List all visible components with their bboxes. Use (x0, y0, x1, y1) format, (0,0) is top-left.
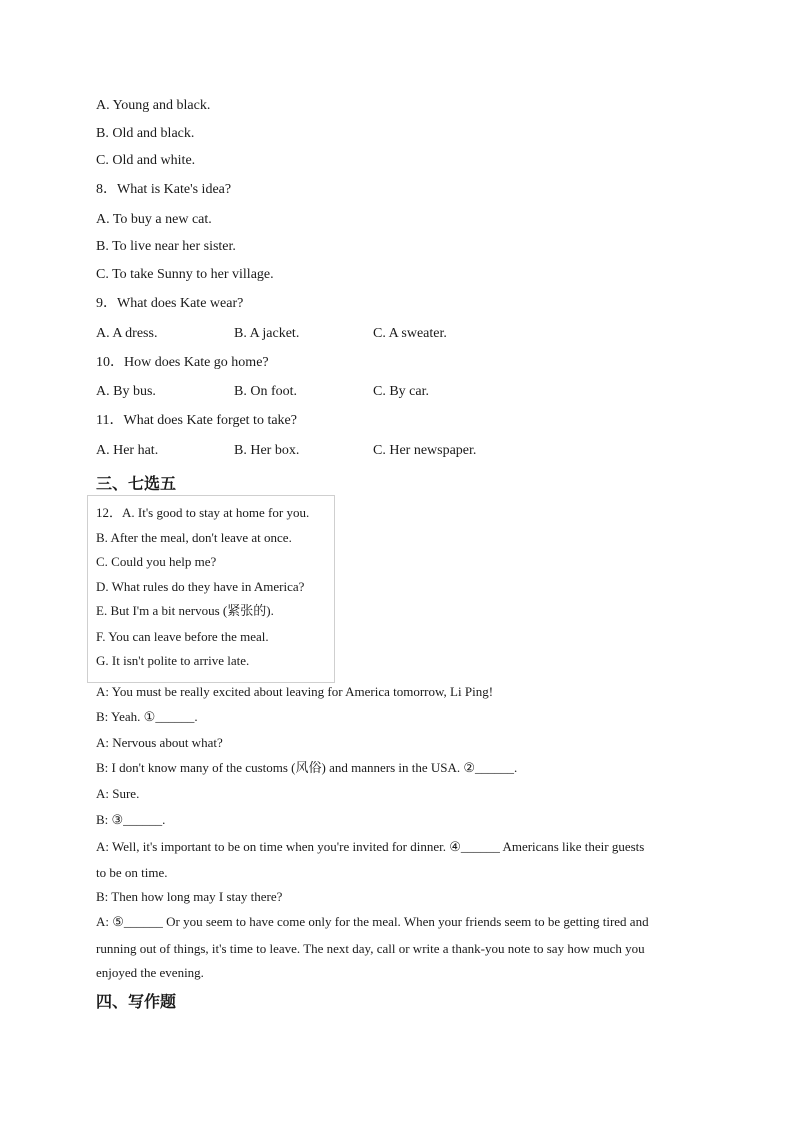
q9-option-b: B. A jacket. (234, 326, 300, 341)
dialog-line-2: B: Yeah. ①______. (96, 709, 198, 724)
q9-option-a: A. A dress. (96, 326, 158, 341)
q10-option-b: B. On foot. (234, 384, 297, 399)
q8-option-b: B. To live near her sister. (96, 239, 236, 254)
choice-a: 12．A. It's good to stay at home for you. (96, 505, 310, 520)
q9-question: 9．What does Kate wear? (96, 296, 244, 311)
q8-option-a: A. To buy a new cat. (96, 212, 212, 227)
choice-f: F. You can leave before the meal. (96, 629, 269, 644)
dialog-line-9-cont: running out of things, it's time to leave. The next day, call or write a thank-you note to say how much you (96, 941, 645, 956)
dialog-line-8: B: Then how long may I stay there? (96, 889, 283, 904)
section-3-heading: 三、七选五 (96, 474, 177, 493)
q11-option-b: B. Her box. (234, 443, 300, 458)
q11-option-a: A. Her hat. (96, 443, 159, 458)
choice-b: B. After the meal, don't leave at once. (96, 530, 292, 545)
choice-c: C. Could you help me? (96, 554, 217, 569)
q10-option-c: C. By car. (373, 384, 429, 399)
dialog-line-4: B: I don't know many of the customs (风俗) and manners in the USA. ②______. (96, 760, 518, 775)
dialog-line-9: A: ⑤______ Or you seem to have come only for the meal. When your friends seem to be getting tired and (96, 914, 649, 929)
choice-g: G. It isn't polite to arrive late. (96, 653, 250, 668)
dialog-line-3: A: Nervous about what? (96, 735, 223, 750)
dialog-line-6: B: ③______. (96, 812, 166, 827)
choice-e: E. But I'm a bit nervous (紧张的). (96, 603, 274, 618)
q7-option-b: B. Old and black. (96, 126, 195, 141)
dialog-line-7-cont: to be on time. (96, 865, 168, 880)
dialog-line-1: A: You must be really excited about leaving for America tomorrow, Li Ping! (96, 684, 494, 699)
q11-option-c: C. Her newspaper. (373, 443, 477, 458)
dialog-line-7: A: Well, it's important to be on time when you're invited for dinner. ④______ Americans like their guests (96, 839, 645, 854)
q7-option-a: A. Young and black. (96, 98, 211, 113)
q10-question: 10．How does Kate go home? (96, 355, 269, 370)
q11-question: 11．What does Kate forget to take? (96, 413, 297, 428)
q10-option-a: A. By bus. (96, 384, 156, 399)
q8-option-c: C. To take Sunny to her village. (96, 267, 274, 282)
q9-option-c: C. A sweater. (373, 326, 447, 341)
dialog-line-5: A: Sure. (96, 786, 140, 801)
dialog-line-9-cont2: enjoyed the evening. (96, 965, 204, 980)
q7-option-c: C. Old and white. (96, 153, 196, 168)
section-4-heading: 四、写作题 (96, 992, 177, 1011)
choice-d: D. What rules do they have in America? (96, 579, 305, 594)
q8-question: 8．What is Kate's idea? (96, 182, 232, 197)
